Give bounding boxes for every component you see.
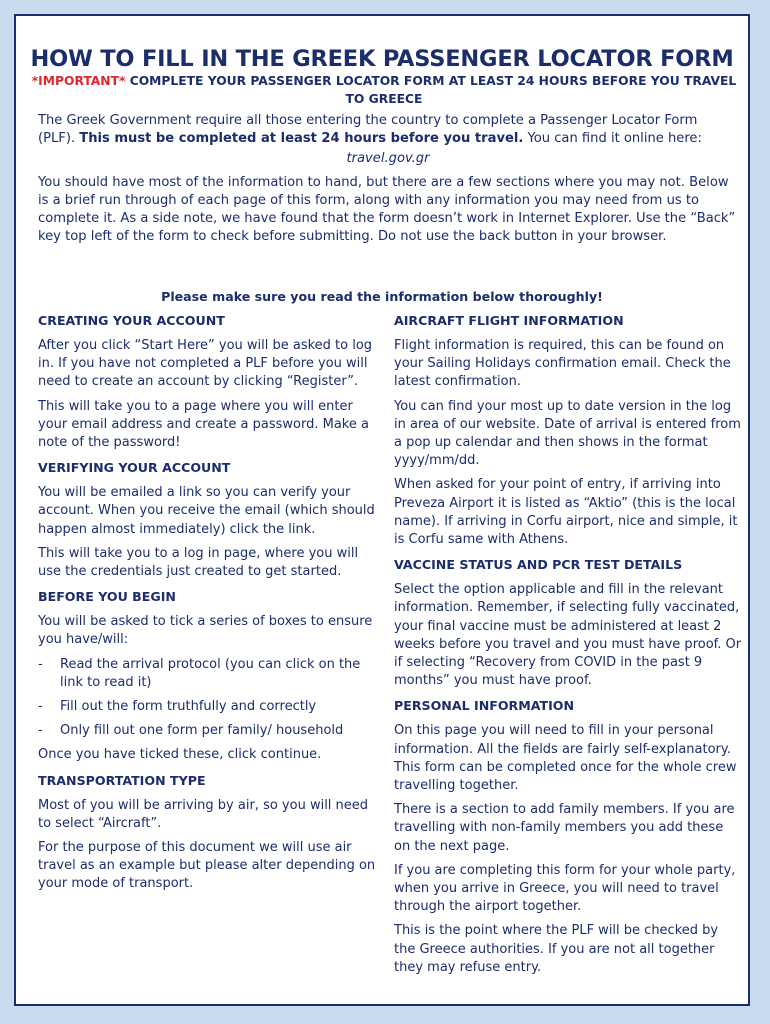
dash-bullet: - xyxy=(38,656,43,672)
personal-text-3: If you are completing this form for your whole party, when you arrive in Greece, you will need to travel through the airport together. xyxy=(394,862,736,915)
important-notice xyxy=(26,72,742,108)
intro-text-end: You can find it online here: xyxy=(523,131,702,146)
vaccine-status-heading: VACCINE STATUS AND PCR TEST DETAILS xyxy=(394,557,683,573)
list-item-text: Fill out the form truthfully and correctly xyxy=(60,699,317,715)
transportation-type-heading: TRANSPORTATION TYPE xyxy=(38,772,206,788)
list-item xyxy=(38,656,382,692)
list-item xyxy=(38,698,382,716)
aircraft-flight-heading: AIRCRAFT FLIGHT INFORMATION xyxy=(394,313,624,328)
intro-paragraph-2: You should have most of the information to hand, but there are a few sections where you may not. Below is a brief run through of each page of this form, along with any information you may need from us to complete it. As a side note, we have found that the form doesn’t work in Internet Explorer. Use the “Back” key top left of the form to check before submitting. Do not use the back button in your browser. xyxy=(38,175,736,244)
before-you-begin-heading: BEFORE YOU BEGIN xyxy=(38,589,176,605)
important-text: COMPLETE YOUR PASSENGER LOCATOR FORM AT LEAST 24 HOURS BEFORE YOU TRAVEL TO GREECE xyxy=(125,74,737,106)
intro-text: The Greek Government require all those entering the country to complete a Passenger Locator Form (PLF). xyxy=(38,113,698,146)
website-link[interactable]: travel.gov.gr xyxy=(346,151,430,166)
intro-paragraph-1 xyxy=(38,112,738,148)
personal-text-2: There is a section to add family members. If you are travelling with non-family members you add these on the next page. xyxy=(394,802,735,854)
personal-information-heading: PERSONAL INFORMATION xyxy=(394,698,575,714)
creating-account-text-2: This will take you to a page where you will enter your email address and create a password. Make a note of the password! xyxy=(38,398,369,451)
aircraft-text-2: You can find your most up to date version in the log in area of our website. Date of arrival is entered from a pop up calendar and then shows in the format yyyy/mm/dd. xyxy=(394,398,741,469)
left-column xyxy=(38,311,382,900)
list-item-text: Only fill out one form per family/ household xyxy=(60,723,344,739)
aircraft-text-1: Flight information is required, this can be found on your Sailing Holidays confirmation email. Check the latest confirmation. xyxy=(394,338,731,390)
verifying-account-text-1: You will be emailed a link so you can verify your account. When you receive the email (which should happen almost immediately) click the link. xyxy=(38,485,375,537)
right-column xyxy=(394,311,742,983)
dash-bullet: - xyxy=(38,699,43,715)
before-you-begin-text-2: Once you have ticked these, click continue. xyxy=(38,747,322,763)
verifying-account-heading: VERIFYING YOUR ACCOUNT xyxy=(38,460,231,476)
read-thoroughly-note: Please make sure you read the information below thoroughly! xyxy=(161,289,603,304)
document-page xyxy=(14,14,750,1006)
list-item xyxy=(38,722,382,740)
aircraft-text-3: When asked for your point of entry, if arriving into Preveza Airport it is listed as “Aktio” (this is the local name). If arriving in Corfu airport, nice and simple, it is Corfu same with Athens. xyxy=(394,477,738,548)
page-title: HOW TO FILL IN THE GREEK PASSENGER LOCATOR FORM xyxy=(30,46,734,72)
personal-text-4: This is the point where the PLF will be checked by the Greece authorities. If you are not all together they may refuse entry. xyxy=(394,923,719,975)
vaccine-text-1: Select the option applicable and fill in the relevant information. Remember, if selecting fully vaccinated, your final vaccine must be administered at least 2 weeks before you travel and you must have proof. Or if selecting “Recovery from COVID in the past 9 months” you must have proof. xyxy=(394,582,742,689)
intro-bold-text: This must be completed at least 24 hours before you travel. xyxy=(79,131,524,146)
before-you-begin-text-1: You will be asked to tick a series of boxes to ensure you have/will: xyxy=(38,614,373,648)
transportation-text-2: For the purpose of this document we will use air travel as an example but please alter depending on your mode of transport. xyxy=(38,840,376,892)
personal-text-1: On this page you will need to fill in your personal information. All the fields are fairly self-explanatory. This form can be completed once for the whole crew travelling together. xyxy=(394,723,737,794)
creating-account-heading: CREATING YOUR ACCOUNT xyxy=(38,313,225,328)
dash-bullet: - xyxy=(38,723,43,739)
list-item-text: Read the arrival protocol (you can click on the link to read it) xyxy=(60,656,361,690)
transportation-text-1: Most of you will be arriving by air, so you will need to select “Aircraft”. xyxy=(38,797,369,831)
creating-account-text-1: After you click “Start Here” you will be asked to log in. If you have not completed a PLF before you will need to create an account by clicking “Register”. xyxy=(38,338,373,390)
intro-section xyxy=(38,112,738,246)
verifying-account-text-2: This will take you to a log in page, where you will use the credentials just created to get started. xyxy=(38,545,359,580)
checklist xyxy=(38,656,382,741)
important-tag: *IMPORTANT* xyxy=(31,74,126,88)
